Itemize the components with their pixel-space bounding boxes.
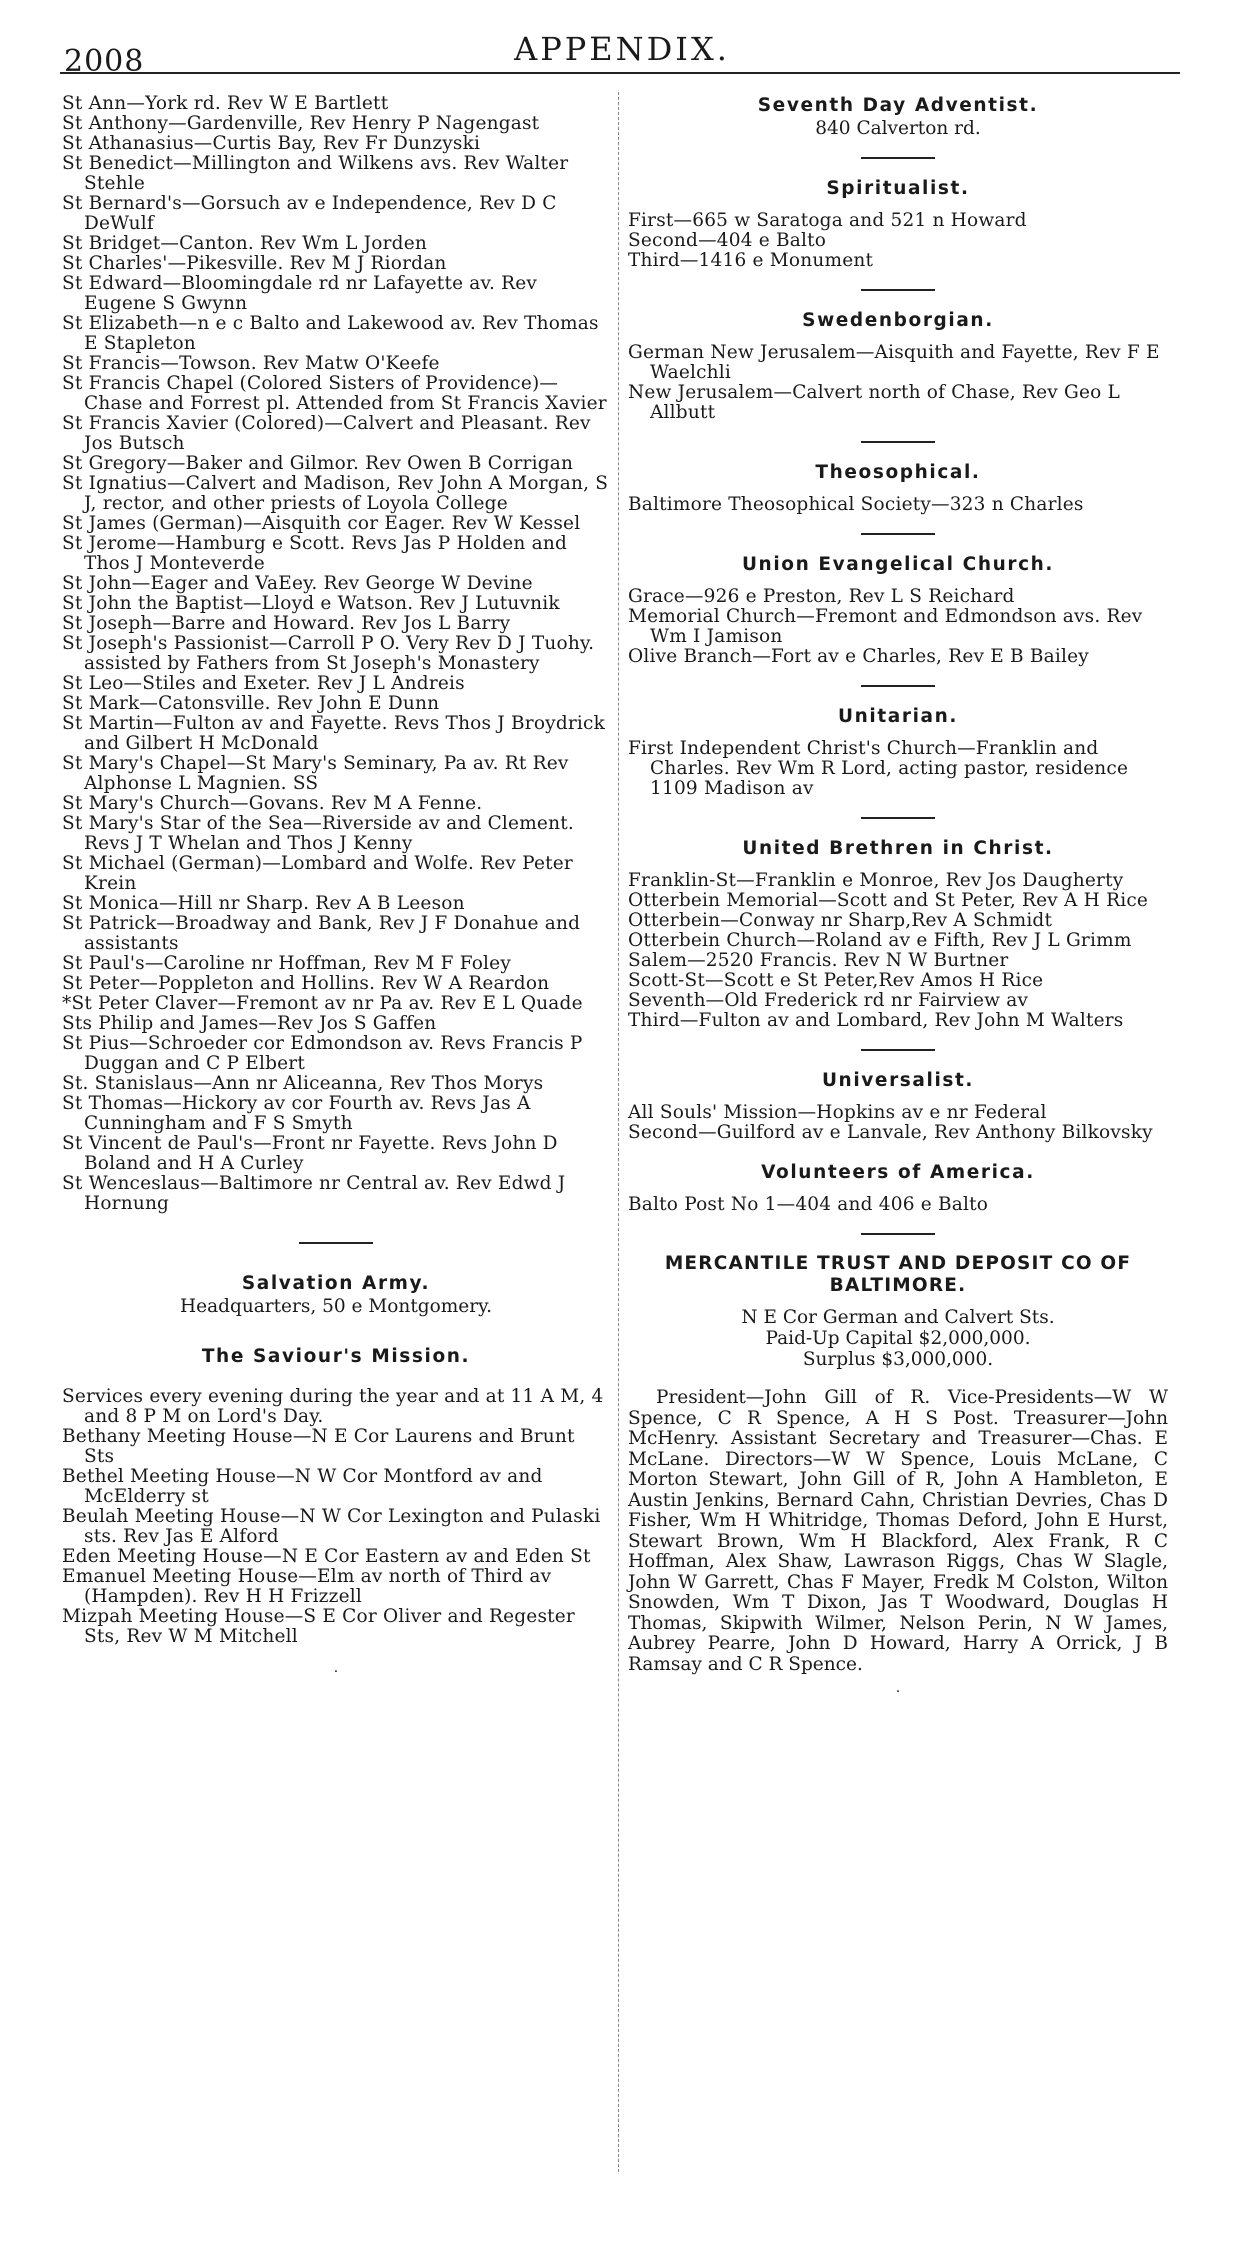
- denomination-sections: [628, 94, 1168, 1235]
- church-entry: St Mary's Chapel—St Mary's Seminary, Pa av. Rt Rev Alphonse L Magnien. SS: [62, 753, 569, 794]
- section-address: 840 Calverton rd.: [815, 118, 981, 139]
- congregation-entry: Third—Fulton av and Lombard, Rev John M Walters: [628, 1010, 1124, 1031]
- church-entry: St. Stanislaus—Ann nr Aliceanna, Rev Thos Morys: [62, 1073, 544, 1094]
- church-entry: St Paul's—Caroline nr Hoffman, Rev M F Foley: [62, 953, 511, 974]
- congregation-entry: Otterbein Church—Roland av e Fifth, Rev J L Grimm: [628, 930, 1132, 951]
- church-entry: St John—Eager and VaEey. Rev George W Devine: [62, 573, 533, 594]
- church-entry: St Gregory—Baker and Gilmor. Rev Owen B Corrigan: [62, 453, 574, 474]
- right-column: [628, 94, 1168, 1699]
- congregation-entry: First Independent Christ's Church—Franklin and Charles. Rev Wm R Lord, acting pastor, residence 1109 Madison av: [628, 738, 1129, 799]
- salvation-army-heading: Salvation Army.: [241, 1273, 431, 1294]
- section-heading: Volunteers of America.: [761, 1162, 1035, 1183]
- page-number: 2008: [64, 44, 145, 79]
- church-entry: St Edward—Bloomingdale rd nr Lafayette av. Rev Eugene S Gwynn: [62, 273, 538, 314]
- congregation-entry: First—665 w Saratoga and 521 n Howard: [628, 210, 1027, 231]
- church-entry: St Michael (German)—Lombard and Wolfe. Rev Peter Krein: [62, 853, 573, 894]
- church-entry: St Anthony—Gardenville, Rev Henry P Nagengast: [62, 113, 540, 134]
- church-entry: St Ann—York rd. Rev W E Bartlett: [62, 93, 389, 114]
- church-entry: St Martin—Fulton av and Fayette. Revs Thos J Broydrick and Gilbert H McDonald: [62, 713, 605, 754]
- saviours-mission-heading: The Saviour's Mission.: [201, 1346, 471, 1367]
- church-entry: St Athanasius—Curtis Bay, Rev Fr Dunzyski: [62, 133, 481, 154]
- church-entry: St Peter—Poppleton and Hollins. Rev W A Reardon: [62, 973, 550, 994]
- mission-entry: Emanuel Meeting House—Elm av north of Third av (Hampden). Rev H H Frizzell: [62, 1566, 552, 1607]
- section-heading: Universalist.: [821, 1070, 975, 1091]
- church-list: [62, 94, 610, 1214]
- church-entry: St Joseph's Passionist—Carroll P O. Very Rev D J Tuohy. assisted by Fathers from St Joseph's Monastery: [62, 633, 595, 674]
- church-entry: St Mary's Church—Govans. Rev M A Fenne.: [62, 793, 483, 814]
- mission-entry: Beulah Meeting House—N W Cor Lexington and Pulaski sts. Rev Jas E Alford: [62, 1506, 601, 1547]
- salvation-army-address: Headquarters, 50 e Montgomery.: [180, 1296, 492, 1317]
- church-entry: St Elizabeth—n e c Balto and Lakewood av. Rev Thomas E Stapleton: [62, 313, 599, 354]
- church-entry: St Francis Xavier (Colored)—Calvert and Pleasant. Rev Jos Butsch: [62, 413, 591, 454]
- church-entry: St Thomas—Hickory av cor Fourth av. Revs Jas A Cunningham and F S Smyth: [62, 1093, 531, 1134]
- section-heading: Seventh Day Adventist.: [757, 95, 1039, 116]
- church-entry: St Leo—Stiles and Exeter. Rev J L Andreis: [62, 673, 465, 694]
- congregation-entry: All Souls' Mission—Hopkins av e nr Federal: [628, 1102, 1047, 1123]
- section-heading: United Brethren in Christ.: [742, 838, 1054, 859]
- mission-entry: Bethel Meeting House—N W Cor Montford av and McElderry st: [62, 1466, 543, 1507]
- mission-list: [62, 1387, 610, 1647]
- mission-entry: Services every evening during the year and at 11 A M, 4 and 8 P M on Lord's Day.: [62, 1386, 604, 1427]
- header-rule: [60, 72, 1180, 74]
- congregation-entry: Grace—926 e Preston, Rev L S Reichard: [628, 586, 1015, 607]
- end-mark: ·: [333, 1664, 339, 1680]
- congregation-entry: Otterbein Memorial—Scott and St Peter, Rev A H Rice: [628, 890, 1149, 911]
- left-column: [62, 94, 610, 1679]
- bank-address: N E Cor German and Calvert Sts.: [741, 1307, 1055, 1328]
- church-entry: St Ignatius—Calvert and Madison, Rev John A Morgan, S J, rector, and other priests of Loyola College: [62, 473, 609, 514]
- congregation-entry: Memorial Church—Fremont and Edmondson avs. Rev Wm I Jamison: [628, 606, 1143, 647]
- church-entry: St Vincent de Paul's—Front nr Fayette. Revs John D Boland and H A Curley: [62, 1133, 558, 1174]
- congregation-entry: Baltimore Theosophical Society—323 n Charles: [628, 494, 1084, 515]
- congregation-entry: New Jerusalem—Calvert north of Chase, Rev Geo L Allbutt: [628, 382, 1120, 423]
- congregation-entry: Second—Guilford av e Lanvale, Rev Anthony Bilkovsky: [628, 1122, 1153, 1143]
- church-entry: St Wenceslaus—Baltimore nr Central av. Rev Edwd J Hornung: [62, 1173, 566, 1214]
- church-entry: St Bernard's—Gorsuch av e Independence, Rev D C DeWulf: [62, 193, 557, 234]
- column-divider: [618, 92, 619, 2172]
- congregation-entry: Third—1416 e Monument: [628, 250, 874, 271]
- church-entry: St James (German)—Aisquith cor Eager. Rev W Kessel: [62, 513, 581, 534]
- church-entry: St Monica—Hill nr Sharp. Rev A B Leeson: [62, 893, 465, 914]
- church-entry: St John the Baptist—Lloyd e Watson. Rev J Lutuvnik: [62, 593, 560, 614]
- section-heading: Swedenborgian.: [802, 310, 994, 331]
- church-entry: St Joseph—Barre and Howard. Rev Jos L Barry: [62, 613, 511, 634]
- church-entry: St Francis—Towson. Rev Matw O'Keefe: [62, 353, 440, 374]
- church-entry: St Jerome—Hamburg e Scott. Revs Jas P Holden and Thos J Monteverde: [62, 533, 567, 574]
- congregation-entry: Franklin-St—Franklin e Monroe, Rev Jos Daugherty: [628, 870, 1124, 891]
- mission-entry: Bethany Meeting House—N E Cor Laurens and Brunt Sts: [62, 1426, 575, 1467]
- congregation-entry: Olive Branch—Fort av e Charles, Rev E B Bailey: [628, 646, 1089, 667]
- church-entry: St Bridget—Canton. Rev Wm L Jorden: [62, 233, 427, 254]
- congregation-entry: Second—404 e Balto: [628, 230, 827, 251]
- church-entry: St Francis Chapel (Colored Sisters of Providence)—Chase and Forrest pl. Attended from St Francis Xavier: [62, 373, 607, 414]
- bank-officers: President—John Gill of R. Vice-Presidents—W W Spence, C R Spence, A H S Post. Treasurer—John McHenry. Assistant Secretary and Treasurer—Chas. E McLane. Directors—W W Spence, Louis McLane, C Morton Stewart, John Gill of R, John A Hambleton, E Austin Jenkins, Bernard Cahn, Christian Devries, Chas D Fisher, Wm H Whitridge, Thomas Deford, John E Hurst, Stewart Brown, Wm H Blackford, Alex Frank, R C Hoffman, Alex Shaw, Lawrason Riggs, Chas W Slagle, John W Garrett, Chas F Mayer, Fredk M Colston, Wilton Snowden, Wm T Dixon, Jas T Woodward, Douglas H Thomas, Skipwith Wilmer, Nelson Perin, N W James, Aubrey Pearre, John D Howard, Harry A Orrick, J B Ramsay and C R Spence.: [628, 1387, 1168, 1675]
- running-head: APPENDIX.: [514, 30, 730, 68]
- section-heading: Spiritualist.: [826, 178, 970, 199]
- congregation-entry: Balto Post No 1—404 and 406 e Balto: [628, 1194, 989, 1215]
- church-entry: Sts Philip and James—Rev Jos S Gaffen: [62, 1013, 437, 1034]
- bank-capital: Paid-Up Capital $2,000,000.: [765, 1328, 1031, 1349]
- bank-surplus: Surplus $3,000,000.: [802, 1349, 994, 1370]
- mission-entry: Eden Meeting House—N E Cor Eastern av and Eden St: [62, 1546, 591, 1567]
- end-mark: ·: [895, 1684, 901, 1700]
- church-entry: St Benedict—Millington and Wilkens avs. Rev Walter Stehle: [62, 153, 569, 194]
- section-heading: Theosophical.: [815, 462, 981, 483]
- section-heading: Union Evangelical Church.: [741, 554, 1055, 575]
- congregation-entry: Seventh—Old Frederick rd nr Fairview av: [628, 990, 1029, 1011]
- church-entry: *St Peter Claver—Fremont av nr Pa av. Rev E L Quade: [62, 993, 583, 1014]
- congregation-entry: German New Jerusalem—Aisquith and Fayette, Rev F E Waelchli: [628, 342, 1160, 383]
- congregation-entry: Scott-St—Scott e St Peter,Rev Amos H Rice: [628, 970, 1044, 991]
- bank-title: MERCANTILE TRUST AND DEPOSIT CO OF BALTIMORE.: [664, 1253, 1132, 1296]
- church-entry: St Mary's Star of the Sea—Riverside av and Clement. Revs J T Whelan and Thos J Kenny: [62, 813, 574, 854]
- mission-entry: Mizpah Meeting House—S E Cor Oliver and Regester Sts, Rev W M Mitchell: [62, 1606, 575, 1647]
- congregation-entry: Otterbein—Conway nr Sharp,Rev A Schmidt: [628, 910, 1053, 931]
- church-entry: St Mark—Catonsville. Rev John E Dunn: [62, 693, 440, 714]
- church-entry: St Charles'—Pikesville. Rev M J Riordan: [62, 253, 447, 274]
- congregation-entry: Salem—2520 Francis. Rev N W Burtner: [628, 950, 1009, 971]
- church-entry: St Pius—Schroeder cor Edmondson av. Revs Francis P Duggan and C P Elbert: [62, 1033, 583, 1074]
- section-heading: Unitarian.: [837, 706, 958, 727]
- church-entry: St Patrick—Broadway and Bank, Rev J F Donahue and assistants: [62, 913, 581, 954]
